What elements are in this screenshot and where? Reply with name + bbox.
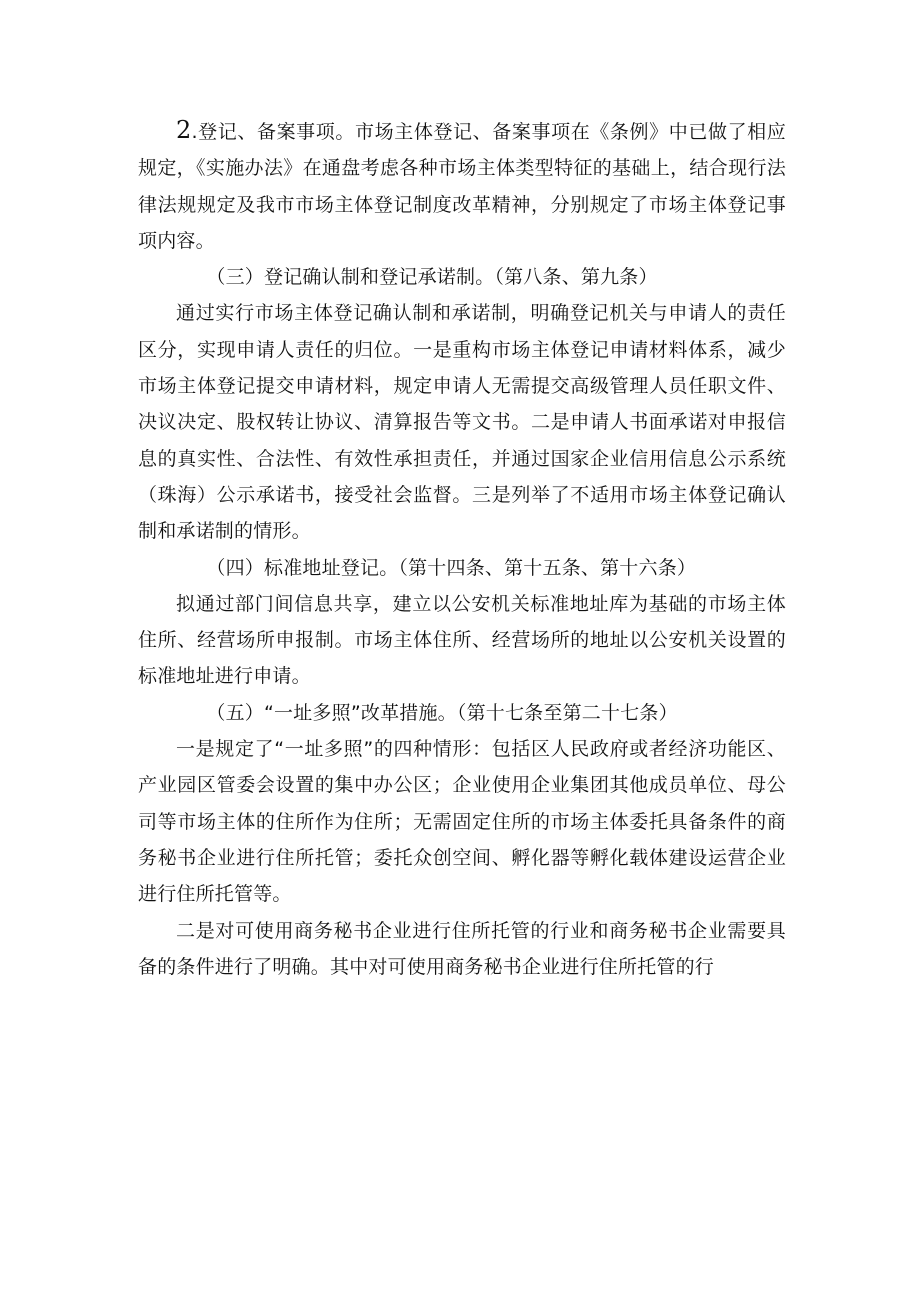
document-page (138, 112, 786, 985)
paragraph-four-situations: 一是规定了“一址多照”的四种情形：包括区人民政府或者经济功能区、产业园区管委会设置的集中办公区；企业使用企业集团其他成员单位、母公司等市场主体的住所作为住所；无需固定住所的市场主体委托具备条件的商务秘书企业进行住所托管；委托众创空间、孵化器等孵化载体建设运营企业进行住所托管等。 (138, 738, 786, 906)
paragraph-registration-items (138, 112, 786, 259)
item-number: 2 (176, 116, 192, 144)
paragraph-text: .登记、备案事项。市场主体登记、备案事项在《条例》中已做了相应规定，《实施办法》在通盘考虑各种市场主体类型特征的基础上，结合现行法律法规规定及我市市场主体登记制度改革精神，分别规定了市场主体登记事项内容。 (138, 121, 786, 252)
paragraph-standard-address: 拟通过部门间信息共享，建立以公安机关标准地址库为基础的市场主体住所、经营场所申报制。市场主体住所、经营场所的地址以公安机关设置的标准地址进行申请。 (138, 592, 786, 688)
paragraph-confirmation-commitment: 通过实行市场主体登记确认制和承诺制，明确登记机关与申请人的责任区分，实现申请人责任的归位。一是重构市场主体登记申请材料体系，减少市场主体登记提交申请材料，规定申请人无需提交高级管理人员任职文件、决议决定、股权转让协议、清算报告等文书。二是申请人书面承诺对申报信息的真实性、合法性、有效性承担责任，并通过国家企业信用信息公示系统（珠海）公示承诺书，接受社会监督。三是列举了不适用市场主体登记确认制和承诺制的情形。 (138, 302, 786, 543)
paragraph-business-secretary: 二是对可使用商务秘书企业进行住所托管的行业和商务秘书企业需要具备的条件进行了明确。其中对可使用商务秘书企业进行住所托管的行 (138, 919, 786, 978)
section-heading-standard-address: （四）标准地址登记。（第十四条、第十五条、第十六条） (206, 556, 697, 579)
section-heading-confirmation-commitment: （三）登记确认制和登记承诺制。（第八条、第九条） (206, 266, 658, 289)
section-heading-one-address-multiple-licenses: （五）“一址多照”改革措施。（第十七条至第二十七条） (206, 701, 678, 724)
